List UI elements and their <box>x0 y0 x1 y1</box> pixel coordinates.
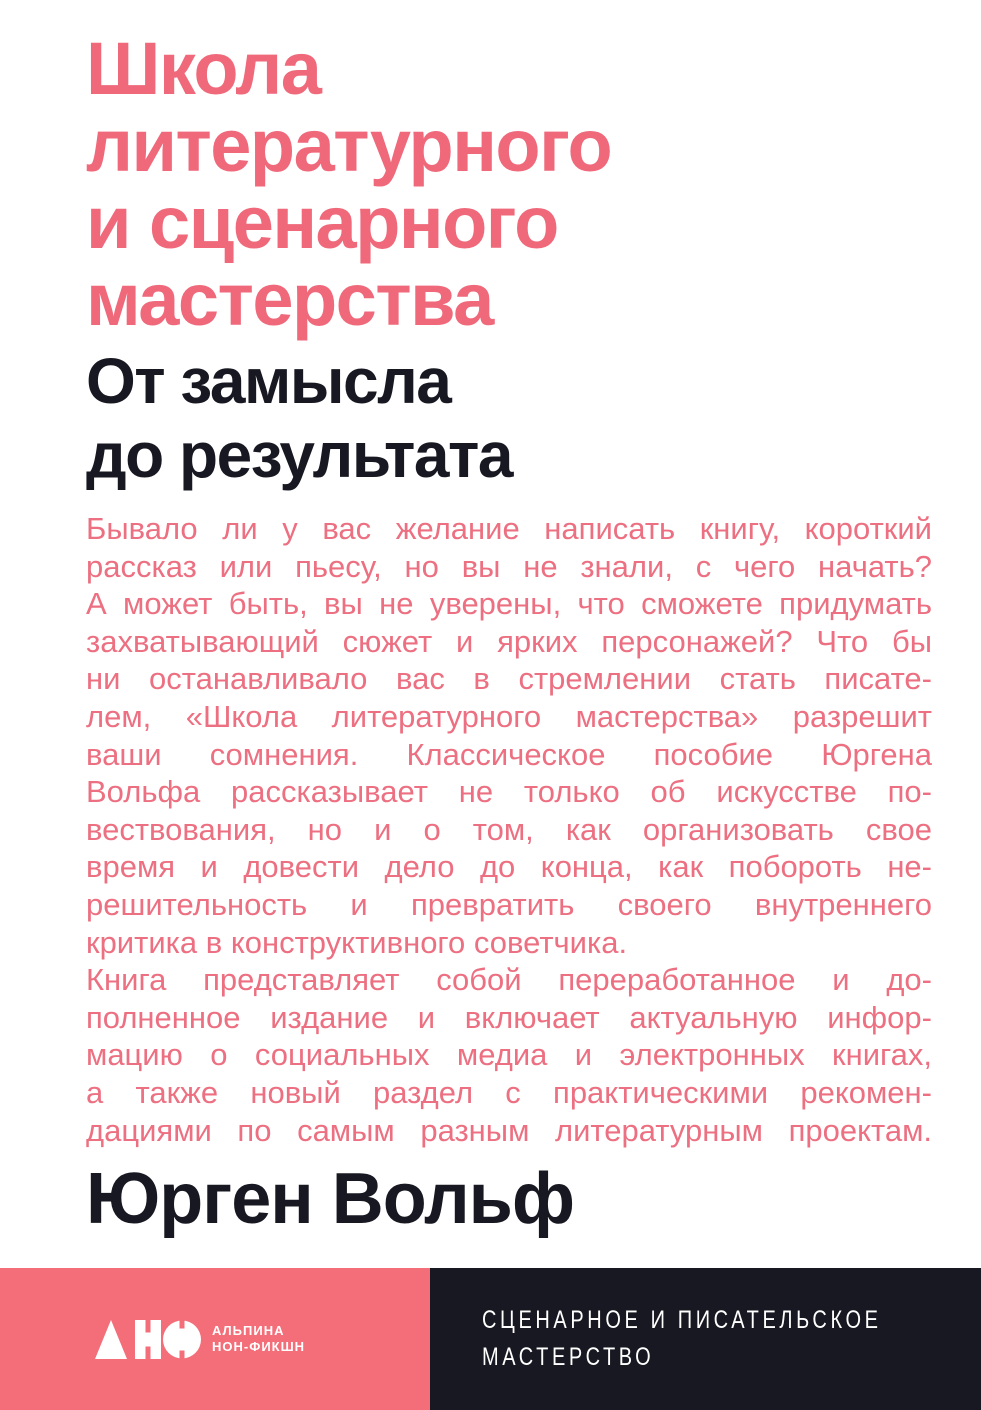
annotation-line: А может быть, вы не уверены, что сможете придумать <box>86 586 932 622</box>
author-name: Юрген Вольф <box>86 1159 574 1240</box>
cover-content <box>86 0 932 1239</box>
annotation-line: ни останавливало вас в стремлении стать писате- <box>86 661 932 697</box>
annotation-line: Бывало ли у вас желание написать книгу, короткий <box>86 511 932 546</box>
annotation-line: время и довести дело до конца, как побороть не- <box>86 849 932 885</box>
publisher-name-line1: АЛЬПИНА <box>212 1323 285 1338</box>
book-title-line: Школа <box>86 27 321 110</box>
annotation-line: рассказ или пьесу, но вы не знали, с чего начать? <box>86 548 932 584</box>
annotation-line: лем, «Школа литературного мастерства» разрешит <box>86 698 932 734</box>
book-subtitle-line: до результата <box>86 419 512 491</box>
book-title-line: литературного <box>86 104 612 187</box>
book-subtitle <box>86 344 932 492</box>
annotation-line: полненное издание и включает актуальную инфор- <box>86 999 932 1035</box>
book-title <box>86 27 932 341</box>
annotation-line: а также новый раздел с практическими рекомен- <box>86 1074 932 1110</box>
annotation-text <box>86 510 932 1149</box>
series-title-line: МАСТЕРСТВО <box>481 1343 654 1371</box>
publisher-band <box>0 1268 430 1410</box>
annotation-line: ваши сомнения. Классическое пособие Юргена <box>86 736 932 772</box>
series-band <box>430 1268 981 1410</box>
annotation-line: решительность и превратить своего внутреннего <box>86 886 932 922</box>
annotation-line: Книга представляет собой переработанное и до- <box>86 962 932 998</box>
publisher-logo-icon <box>95 1319 201 1359</box>
book-subtitle-line: От замысла <box>86 345 451 417</box>
series-title-line: СЦЕНАРНОЕ И ПИСАТЕЛЬСКОЕ <box>481 1306 882 1334</box>
annotation-line: критика в конструктивного советчика. <box>86 924 628 960</box>
annotation-line: Вольфа рассказывает не только об искусстве по- <box>86 774 932 810</box>
book-title-line: и сценарного <box>86 181 558 264</box>
annotation-line: вествования, но и о том, как организовать свое <box>86 811 932 847</box>
cover-footer <box>0 1268 981 1410</box>
book-title-line: мастерства <box>86 258 493 341</box>
series-title <box>482 1302 882 1376</box>
annotation-line: дациями по самым разным литературным проектам. <box>86 1112 932 1148</box>
publisher-name-line2: НОН-ФИКШН <box>212 1339 306 1354</box>
annotation-line: захватывающий сюжет и ярких персонажей? Что бы <box>86 623 932 659</box>
annotation-line: мацию о социальных медиа и электронных книгах, <box>86 1037 932 1073</box>
publisher-name <box>212 1323 305 1355</box>
